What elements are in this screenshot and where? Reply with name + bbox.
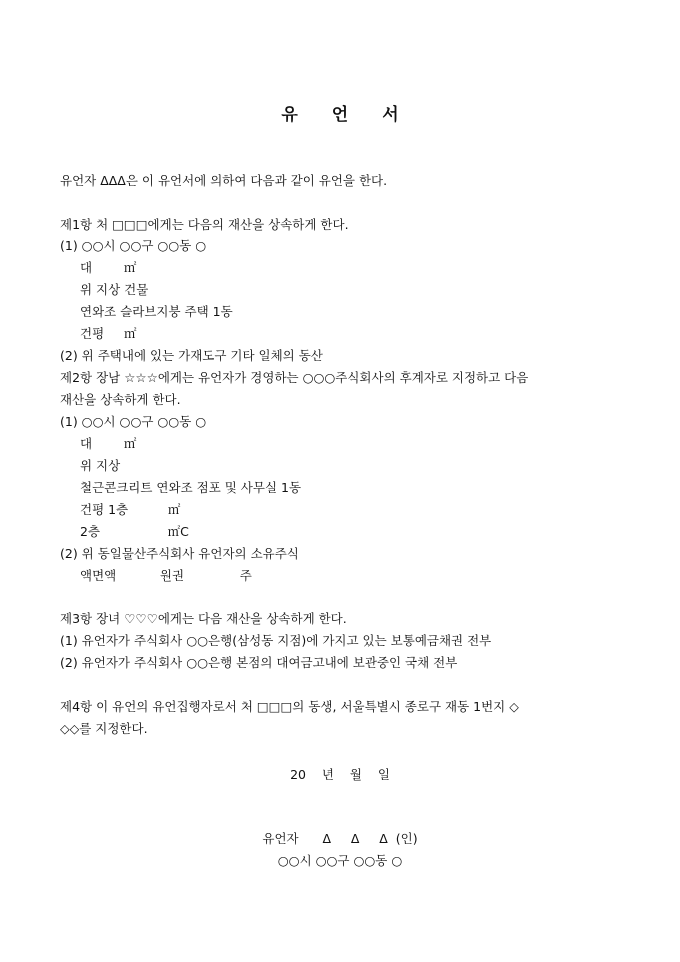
- signature-line: 유언자 Δ Δ Δ (인): [262, 831, 418, 846]
- title-char: 유: [281, 105, 298, 125]
- article2-heading-line1: 제2항 장남 ☆☆☆에게는 유언자가 경영하는 ○○○주식회사의 후계자로 지정하고 다음: [60, 370, 529, 385]
- article3-item1: (1) 유언자가 주식회사 ○○은행(삼성동 지점)에 가지고 있는 보통예금채권 전부: [60, 633, 492, 648]
- article1-land: 대 ㎡: [80, 260, 137, 275]
- article2-heading-line2: 재산을 상속하게 한다.: [60, 392, 181, 407]
- article2-floor2: 2층 ㎡C: [80, 524, 189, 539]
- article2-shares: 액면액 원권 주: [80, 568, 252, 583]
- article1-heading: 제1항 처 □□□에게는 다음의 재산을 상속하게 한다.: [60, 217, 349, 232]
- article2-above: 위 지상: [80, 458, 121, 473]
- article4-line1: 제4항 이 유언의 유언집행자로서 처 □□□의 동생, 서울특별시 종로구 재동 1번지 ◇: [60, 699, 519, 714]
- article2-floor1: 건평 1층 ㎡: [80, 502, 181, 517]
- article2-item1-address: (1) ○○시 ○○구 ○○동 ○: [60, 414, 207, 429]
- article4-line2: ◇◇를 지정한다.: [60, 721, 148, 736]
- title-char: 언: [331, 105, 349, 125]
- article3-heading: 제3항 장녀 ♡♡♡에게는 다음 재산을 상속하게 한다.: [60, 611, 347, 626]
- article1-item1-address: (1) ○○시 ○○구 ○○동 ○: [60, 238, 207, 253]
- title-char: 서: [382, 105, 399, 125]
- intro-paragraph: 유언자 ΔΔΔ은 이 유언서에 의하여 다음과 같이 유언을 한다.: [60, 173, 388, 188]
- article1-item2: (2) 위 주택내에 있는 가재도구 기타 일체의 동산: [60, 348, 323, 363]
- signature-address: ○○시 ○○구 ○○동 ○: [277, 853, 403, 868]
- article2-land: 대 ㎡: [80, 436, 137, 451]
- article1-floor-area: 건평 ㎡: [80, 326, 137, 341]
- article2-building: 철근콘크리트 연와조 점포 및 사무실 1동: [80, 480, 302, 495]
- document-title: [0, 100, 680, 125]
- article1-building: 연와조 슬라브지붕 주택 1동: [80, 304, 233, 319]
- date-line: 20 년 월 일: [290, 767, 390, 782]
- article3-item2: (2) 유언자가 주식회사 ○○은행 본점의 대여금고내에 보관중인 국채 전부: [60, 655, 458, 670]
- article2-item2: (2) 위 동일물산주식회사 유언자의 소유주식: [60, 546, 299, 561]
- article1-above: 위 지상 건물: [80, 282, 149, 297]
